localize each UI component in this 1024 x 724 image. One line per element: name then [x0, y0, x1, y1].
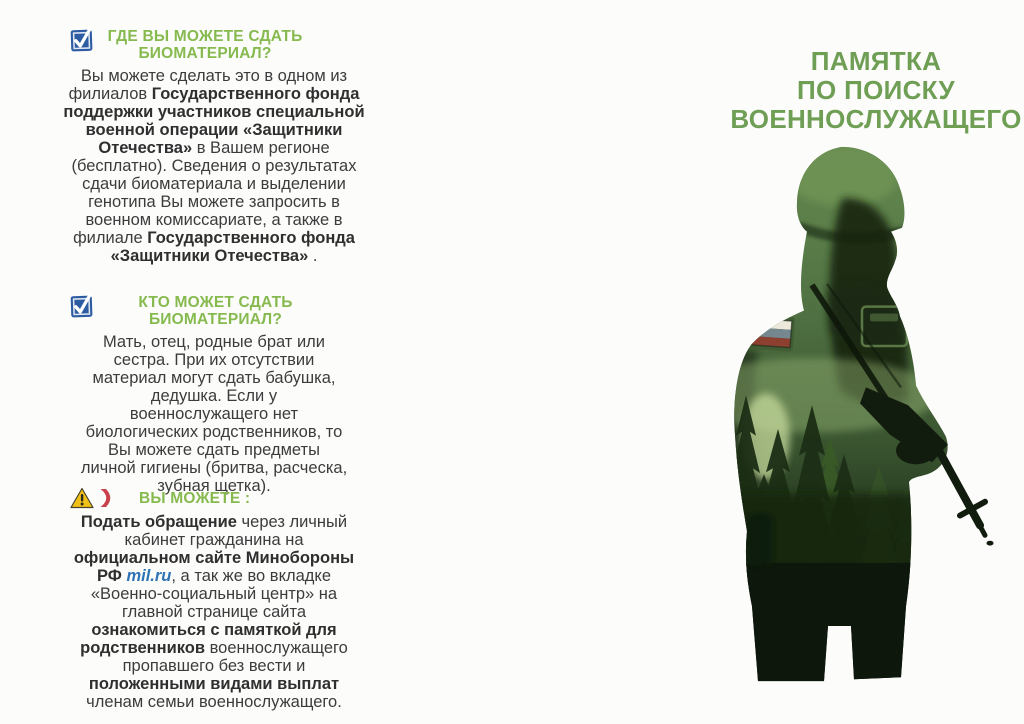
section-who-can-submit	[38, 294, 390, 495]
section-2-heading-row	[38, 294, 390, 329]
soldier-double-exposure-image	[694, 141, 1004, 693]
warning-triangle-icon	[70, 487, 94, 509]
left-text-column	[38, 0, 390, 724]
section-you-can	[38, 487, 390, 711]
page-title-line-1: ПАМЯТКА	[810, 46, 942, 76]
checkbox-checked-icon	[70, 294, 96, 320]
section-where-to-submit	[38, 28, 390, 265]
page-title-line-2: ПО ПОИСКУ	[797, 75, 955, 106]
checkbox-checked-icon	[70, 28, 96, 54]
page-title-line-3: ВОЕННОСЛУЖАЩЕГО	[730, 104, 1022, 135]
section-2-body: Мать, отец, родные брат или сестра. При их отсутствии материал могут сдать бабушка, дедушка. Если у военнослужащего нет биологических родственников, то Вы можете сдать предметы личной гигиены (бритва, расческа, зубная щетка).	[80, 332, 348, 495]
section-3-heading: ВЫ МОЖЕТЕ :	[139, 490, 251, 507]
page-title	[730, 47, 1022, 134]
section-1-heading: ГДЕ ВЫ МОЖЕТЕ СДАТЬ БИОМАТЕРИАЛ?	[107, 28, 303, 63]
section-3-heading-row	[38, 487, 390, 509]
red-chevron-icon	[99, 488, 113, 508]
russia-flag-patch	[749, 314, 795, 351]
section-1-heading-row	[38, 28, 390, 63]
section-3-body: Подать обращение через личный кабинет гражданина на официальном сайте Минобороны РФ mil.ru, а так же во вкладке «Военно-социальный центр» на главной странице сайта ознакомиться с памяткой для родственников военнослужащего пропавшего без вести и положенными видами выплат членам семьи военнослужащего.	[73, 513, 355, 711]
soldier-silhouette-graphic	[694, 141, 1004, 693]
section-2-heading: КТО МОЖЕТ СДАТЬ БИОМАТЕРИАЛ?	[138, 294, 293, 329]
section-1-body: Вы можете сделать это в одном из филиалов Государственного фонда поддержки участников специальной военной операции «Защитники Отечества» в Вашем регионе (бесплатно). Сведения о результатах сдачи биоматериала и выделении генотипа Вы можете запросить в военном комиссариате, а также в филиале Государственного фонда «Защитники Отечества» .	[63, 66, 365, 265]
